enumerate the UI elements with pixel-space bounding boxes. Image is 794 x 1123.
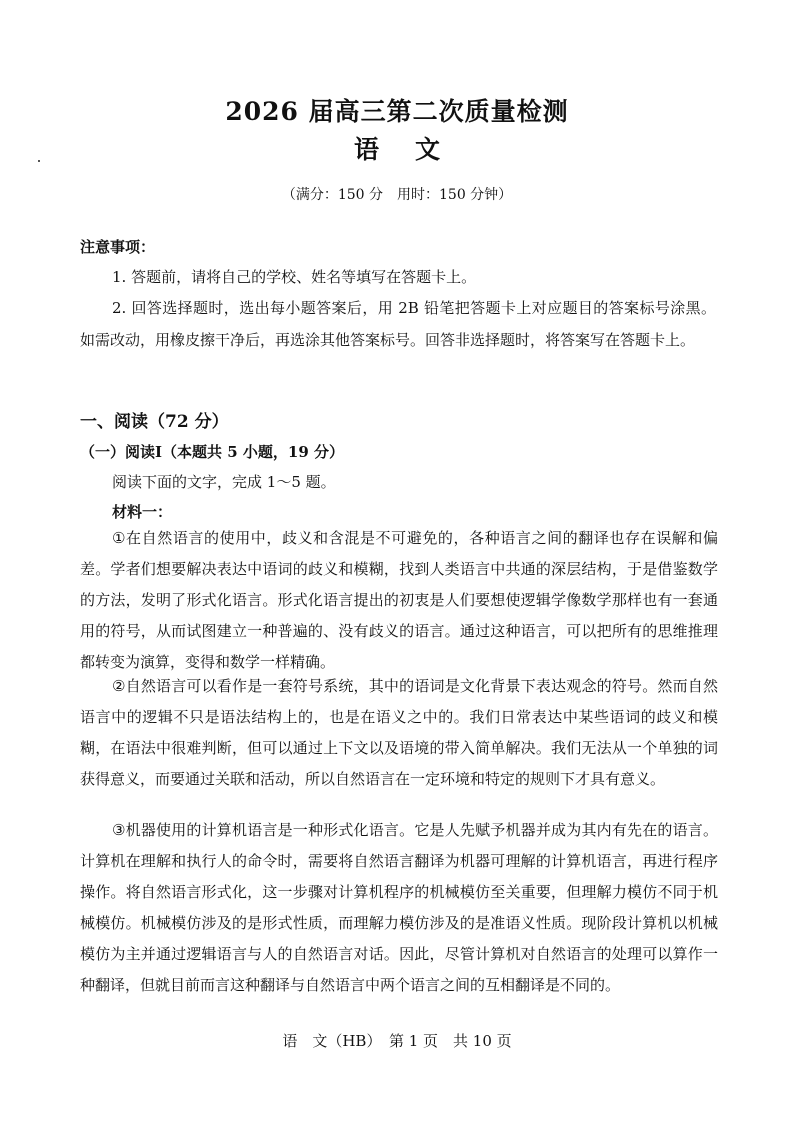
subject-title [0, 130, 794, 166]
notice-heading: 注意事项： [80, 238, 156, 256]
section-heading: 一、阅读（72 分） [80, 412, 229, 432]
page-footer: 语 文（HB） 第 1 页 共 10 页 [282, 1032, 512, 1050]
paragraph-text: ②自然语言可以看作是一套符号系统，其中的语词是文化背景下表达观念的符号。然而自然语言中的逻辑不只是语法结构上的，也是在语义之中的。我们日常表达中某些语词的歧义和模糊，在语法中很难判断，但可以通过上下文以及语境的带入简单解决。我们无法从一个单独的词获得意义，而要通过关联和活动，所以自然语言在一定环境和特定的规则下才具有意义。 [80, 677, 718, 788]
passage-paragraph-1 [80, 523, 718, 678]
exam-meta: （满分：150 分 用时：150 分钟） [281, 187, 513, 203]
passage-paragraph-3 [80, 815, 718, 1001]
subject-char-1: 语 [353, 135, 379, 164]
notice-item-1: 1. 答题前，请将自己的学校、姓名等填写在答题卡上。 [112, 268, 477, 286]
subject-char-2: 文 [415, 135, 441, 164]
paragraph-text: ①在自然语言的使用中，歧义和含混是不可避免的，各种语言之间的翻译也存在误解和偏差。学者们想要解决表达中语词的歧义和模糊，找到人类语言中共通的深层结构，于是借鉴数学的方法，发明了形式化语言。形式化语言提出的初衷是人们要想使逻辑学像数学那样也有一套通用的符号，从而试图建立一种普遍的、没有歧义的语言。通过这种语言，可以把所有的思维推理都转变为演算，变得和数学一样精确。 [80, 529, 718, 671]
subsection-heading: （一）阅读Ⅰ（本题共 5 小题，19 分） [80, 443, 344, 461]
reading-instruction: 阅读下面的文字，完成 1～5 题。 [112, 473, 336, 491]
notice-item-2: 2. 回答选择题时，选出每小题答案后，用 2B 铅笔把答题卡上对应题目的答案标号涂黑。如需改动，用橡皮擦干净后，再选涂其他答案标号。回答非选择题时，将答案写在答题卡上。 [80, 299, 716, 349]
material-label: 材料一： [112, 503, 173, 521]
paragraph-text: ③机器使用的计算机语言是一种形式化语言。它是人先赋予机器并成为其内有先在的语言。计算机在理解和执行人的命令时，需要将自然语言翻译为机器可理解的计算机语言，再进行程序操作。将自然语言形式化，这一步骤对计算机程序的机械模仿至关重要，但理解力模仿不同于机械模仿。机械模仿涉及的是形式性质，而理解力模仿涉及的是准语义性质。现阶段计算机以机械模仿为主并通过逻辑语言与人的自然语言对话。因此，尽管计算机对自然语言的处理可以算作一种翻译，但就目前而言这种翻译与自然语言中两个语言之间的互相翻译是不同的。 [80, 821, 718, 994]
passage-paragraph-2 [80, 671, 718, 795]
exam-title: 2026 届高三第二次质量检测 [225, 97, 569, 126]
